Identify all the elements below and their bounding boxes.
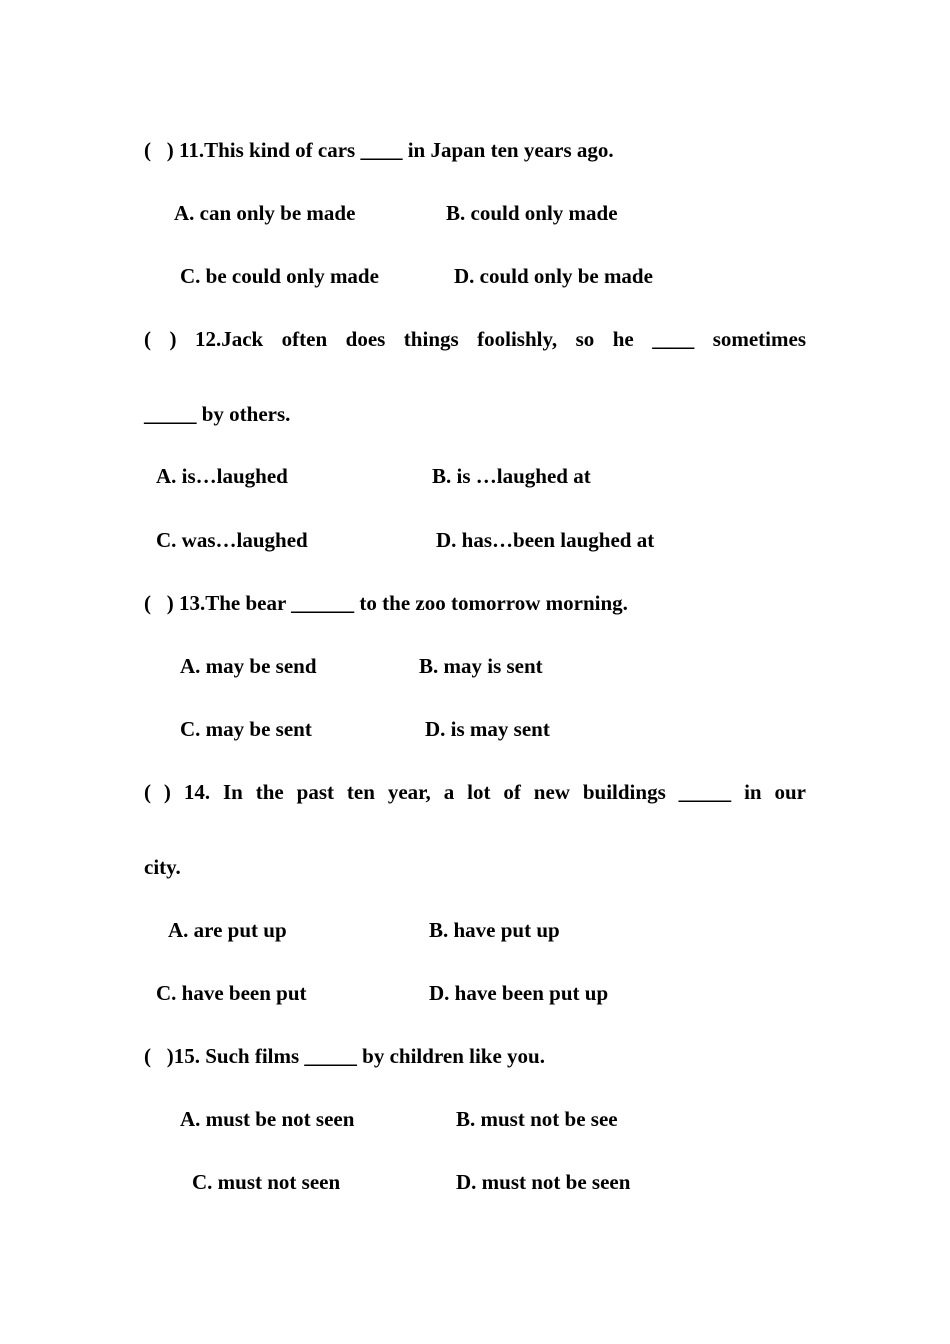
- question-12-option-b: B. is …laughed at: [432, 464, 591, 488]
- question-14-option-d: D. have been put up: [429, 981, 609, 1005]
- question-13-option-b: B. may is sent: [419, 654, 543, 678]
- question-13-option-d: D. is may sent: [425, 717, 550, 741]
- question-13-option-a: A. may be send: [180, 654, 317, 678]
- question-15-option-c: C. must not seen: [192, 1170, 341, 1194]
- question-11-option-b: B. could only made: [446, 201, 618, 225]
- question-11-stem: ( ) 11.This kind of cars ____ in Japan ten years ago.: [144, 138, 614, 162]
- question-15-option-a: A. must be not seen: [180, 1107, 355, 1131]
- question-14-option-a: A. are put up: [168, 918, 287, 942]
- question-15-option-b: B. must not be see: [456, 1107, 618, 1131]
- question-14-option-c: C. have been put: [156, 981, 307, 1005]
- question-14-option-b: B. have put up: [429, 918, 560, 942]
- question-14-stem-line1: ( ) 14. In the past ten year, a lot of new buildings _____ in our: [144, 780, 806, 804]
- question-13-option-c: C. may be sent: [180, 717, 312, 741]
- question-11-option-a: A. can only be made: [174, 201, 356, 225]
- question-11-option-d: D. could only be made: [454, 264, 653, 288]
- question-12-stem-line2: _____ by others.: [144, 402, 291, 426]
- question-11-option-c: C. be could only made: [180, 264, 379, 288]
- question-12-option-c: C. was…laughed: [156, 528, 308, 552]
- question-12-option-d: D. has…been laughed at: [436, 528, 655, 552]
- question-15-option-d: D. must not be seen: [456, 1170, 631, 1194]
- question-13-stem: ( ) 13.The bear ______ to the zoo tomorrow morning.: [144, 591, 628, 615]
- question-12-stem-line1: ( ) 12.Jack often does things foolishly, so he ____ sometimes: [144, 327, 806, 351]
- question-14-stem-line2: city.: [144, 855, 181, 879]
- question-12-option-a: A. is…laughed: [156, 464, 288, 488]
- question-15-stem: ( )15. Such films _____ by children like you.: [144, 1044, 545, 1068]
